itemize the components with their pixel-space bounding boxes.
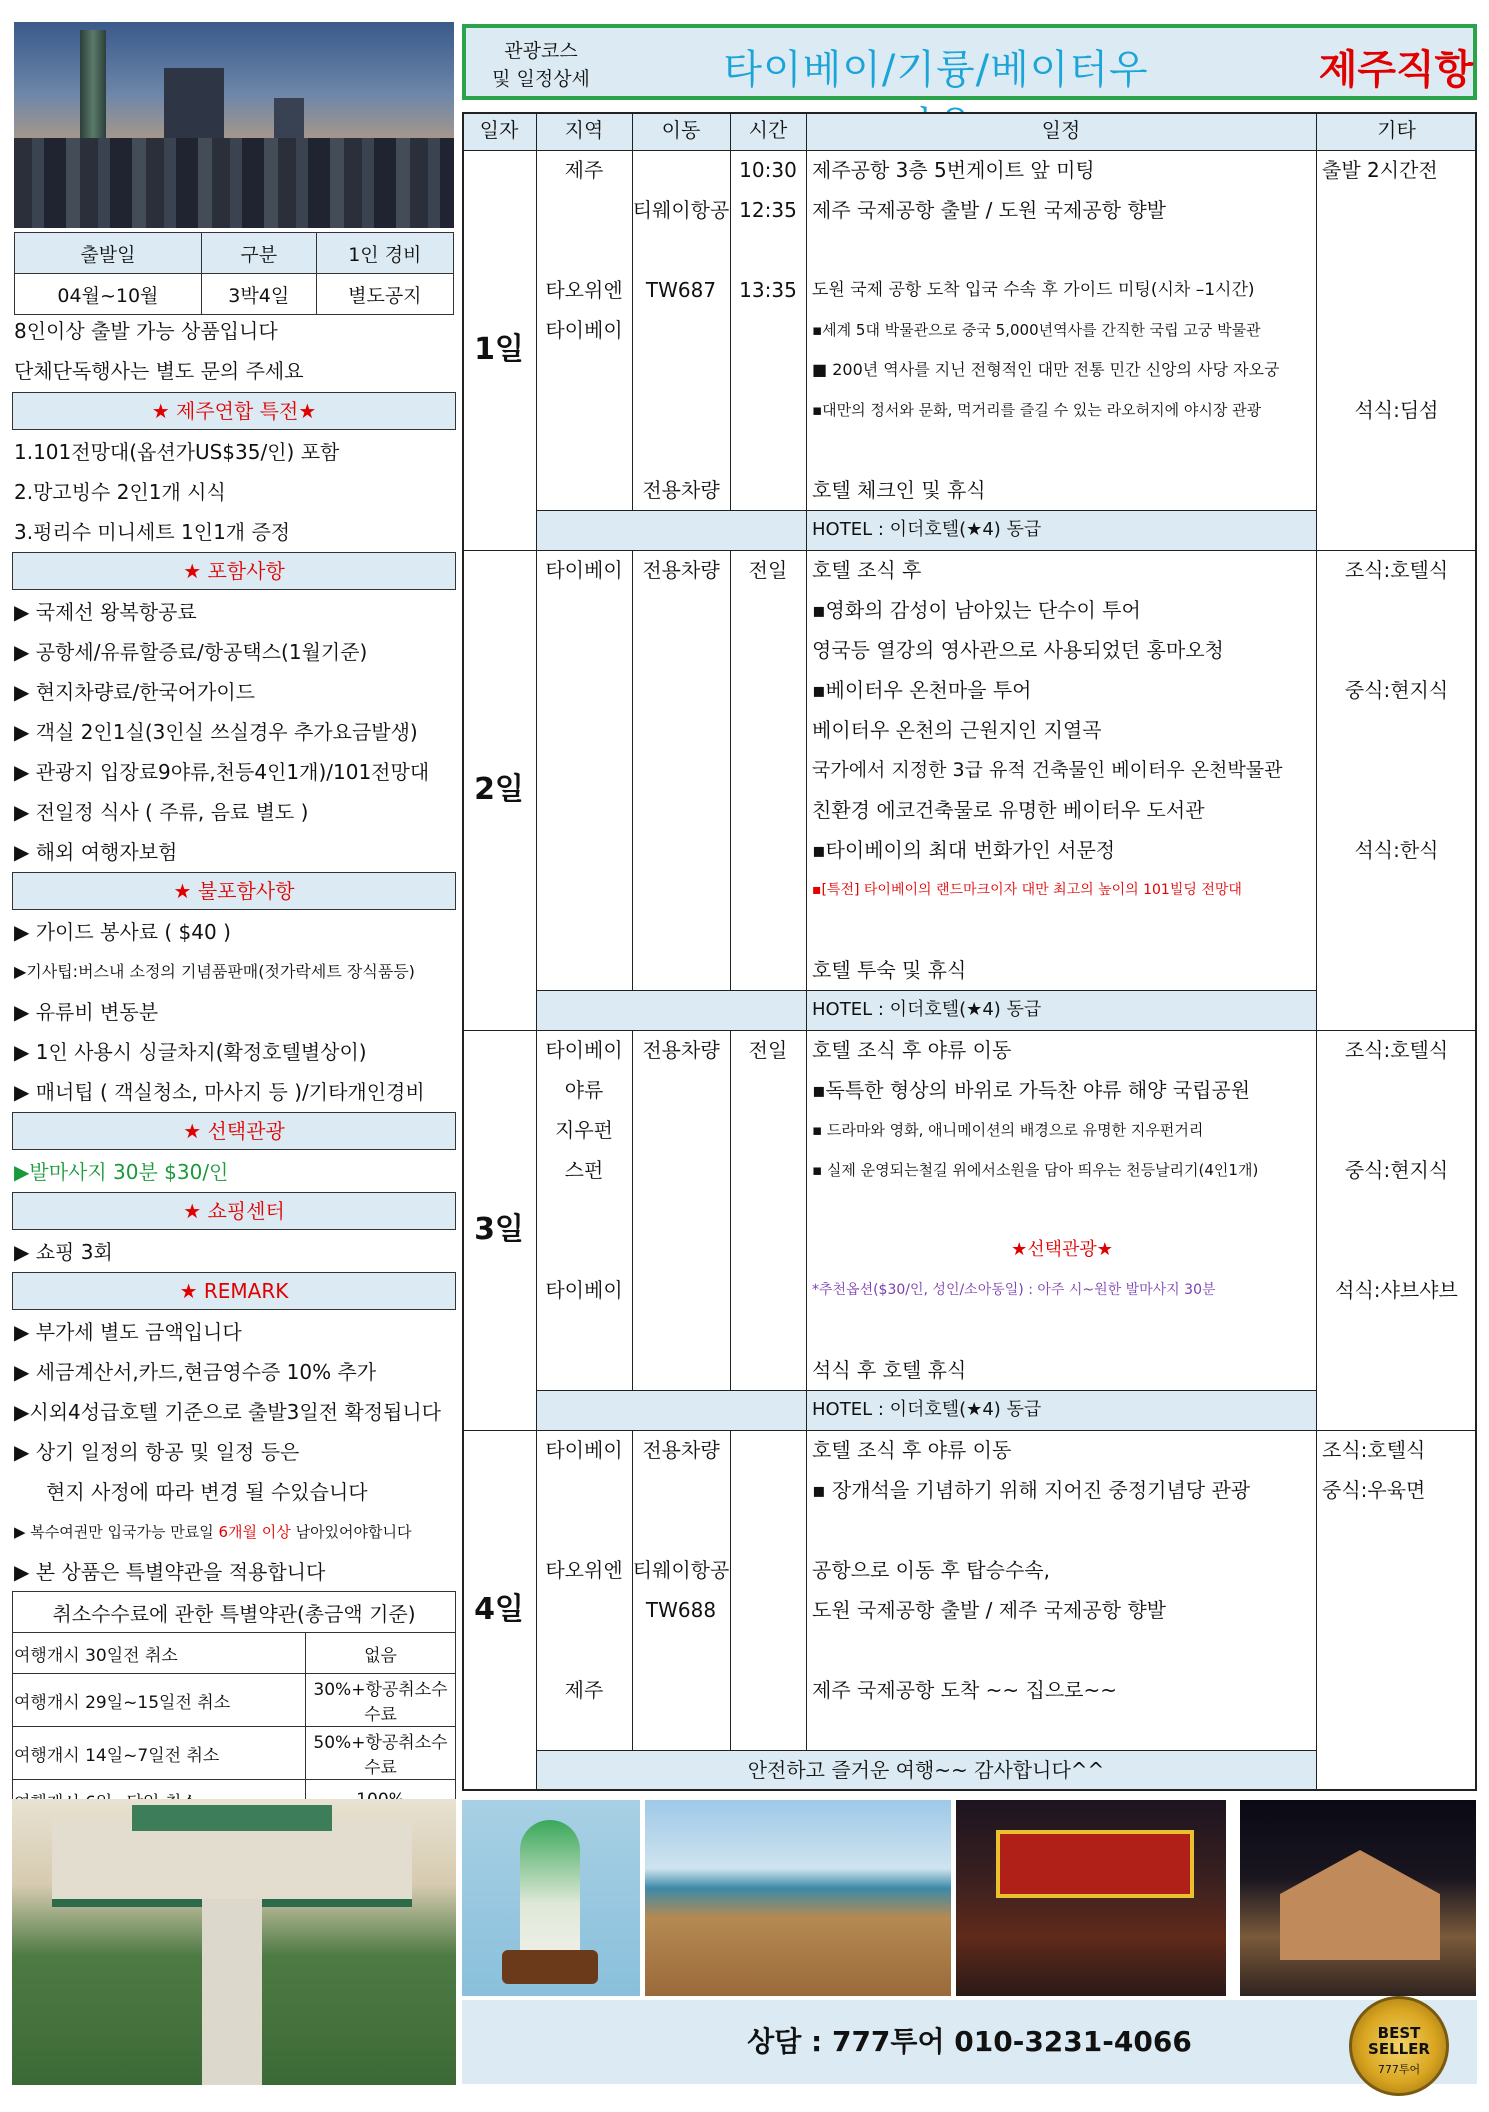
- d3-item: ▪ 실제 운영되는철길 위에서소원을 담아 띄우는 천등날리기(4인1개): [812, 1161, 1259, 1179]
- d3-meal: 석식:샤브샤브: [1335, 1278, 1458, 1302]
- remark-item: ▶ 부가세 별도 금액입니다: [14, 1320, 242, 1344]
- remark-item: ▶ 상기 일정의 항공 및 일정 등은: [14, 1440, 300, 1464]
- d2-item: ▪베이터우 온천마을 투어: [812, 678, 1032, 702]
- grid-line: [536, 112, 537, 1791]
- passport-note-suffix: 남아있어야합니다: [295, 1523, 412, 1541]
- d1-item: ▪대만의 정서와 문화, 먹거리를 즐길 수 있는 라오허지에 야시장 관광: [812, 401, 1262, 419]
- special-item: 2.망고빙수 2인1개 시식: [14, 480, 226, 504]
- special-item: 3.펑리수 미니세트 1인1개 증정: [14, 520, 291, 544]
- excluded-item: ▶ 매너팁 ( 객실청소, 마사지 등 )/기타개인경비: [14, 1080, 425, 1104]
- cancel-period: 여행개시 30일전 취소: [13, 1633, 306, 1674]
- d2-hotel: HOTEL : 이더호텔(★4) 동급: [812, 999, 1042, 1020]
- shopping-item: ▶ 쇼핑 3회: [14, 1240, 113, 1264]
- passport-note-highlight: 6개월 이상: [218, 1523, 291, 1541]
- d3-optional-title: ★선택관광★: [1011, 1239, 1113, 1260]
- grid-line: [806, 1430, 807, 1750]
- d3-region: 스펀: [564, 1158, 604, 1182]
- d4-transport: 티웨이항공: [632, 1558, 730, 1582]
- note-line: 8인이상 출발 가능 상품입니다: [14, 319, 278, 343]
- d1-hotel: HOTEL : 이더호텔(★4) 동급: [812, 519, 1042, 540]
- excluded-item: ▶기사팁:버스내 소정의 기념품판매(젓가락세트 장식품등): [14, 962, 415, 981]
- d3-item: ▪ 드라마와 영화, 애니메이션의 배경으로 유명한 지우펀거리: [812, 1121, 1204, 1139]
- remark-item: 현지 사정에 따라 변경 될 수있습니다: [46, 1480, 368, 1504]
- d4-item: 호텔 조식 후 야류 이동: [812, 1438, 1012, 1462]
- d3-item: ▪독특한 형상의 바위로 가득찬 야류 해양 국립공원: [812, 1078, 1251, 1102]
- d3-region: 타이베이: [545, 1278, 623, 1302]
- included-header: ★ 포함사항: [12, 552, 456, 590]
- grid-line: [806, 1030, 807, 1390]
- cancel-fee: 없음: [306, 1633, 456, 1674]
- d2-special-item: ▪[특전] 타이베이의 랜드마크이자 대만 최고의 높이의 101빌딩 전망대: [812, 882, 1242, 898]
- value-cost: 별도공지: [316, 274, 453, 315]
- header-cost: 1인 경비: [316, 233, 453, 274]
- d2-region: 타이베이: [545, 558, 623, 582]
- d1-transport: 전용차량: [642, 478, 720, 502]
- shopping-header: ★ 쇼핑센터: [12, 1192, 456, 1230]
- header-itinerary: 일정: [806, 112, 1316, 148]
- d2-item: 호텔 조식 후: [812, 558, 922, 582]
- remark-item: ▶시외4성급호텔 기준으로 출발3일전 확정됩니다: [14, 1400, 441, 1424]
- day-label-2: 2일: [474, 772, 524, 807]
- schedule-table: [462, 112, 1477, 1798]
- included-item: ▶ 국제선 왕복항공료: [14, 600, 197, 624]
- included-item: ▶ 전일정 식사 ( 주류, 음료 별도 ): [14, 800, 309, 824]
- header-other: 기타: [1316, 112, 1477, 148]
- grid-line: [806, 990, 807, 1030]
- d4-meal: 조식:호텔식: [1322, 1438, 1426, 1462]
- d1-transport: 티웨이항공: [632, 198, 730, 222]
- d1-region: 타이베이: [545, 318, 623, 342]
- d4-region: 타이베이: [545, 1438, 623, 1462]
- cancel-period: 여행개시 14일~7일전 취소: [13, 1727, 306, 1780]
- grid-line: [730, 1430, 731, 1750]
- d1-item: ▪세계 5대 박물관으로 중국 5,000년역사를 간직한 국립 고궁 박물관: [812, 321, 1261, 339]
- d3-transport: 전용차량: [642, 1038, 720, 1062]
- grid-line: [806, 112, 807, 510]
- header-type: 구분: [201, 233, 316, 274]
- passport-note-prefix: ▶ 복수여권만 입국가능 만료일: [14, 1523, 214, 1541]
- cancel-fee: 30%+항공취소수수료: [306, 1674, 456, 1727]
- d4-meal: 중식:우육면: [1322, 1478, 1426, 1502]
- included-item: ▶ 객실 2인1실(3인실 쓰실경우 추가요금발생): [14, 720, 418, 744]
- header-time: 시간: [730, 112, 806, 148]
- grid-line: [806, 510, 807, 550]
- header-transport: 이동: [632, 112, 730, 148]
- remark-header: ★ REMARK: [12, 1272, 456, 1310]
- banner-tag: 제주직항: [1318, 47, 1474, 93]
- banner-label-course: 관광코스: [504, 40, 578, 62]
- d1-region: 제주: [564, 158, 604, 182]
- header-departure: 출발일: [15, 233, 202, 274]
- d2-item: 호텔 투숙 및 휴식: [812, 958, 967, 982]
- special-benefits-header: ★ 제주연합 특전★: [12, 392, 456, 430]
- d2-item: ▪영화의 감성이 남아있는 단수이 투어: [812, 598, 1141, 622]
- d3-region: 타이베이: [545, 1038, 623, 1062]
- excluded-item: ▶ 가이드 봉사료 ( $40 ): [14, 920, 231, 944]
- d3-hotel: HOTEL : 이더호텔(★4) 동급: [812, 1399, 1042, 1420]
- d4-region: 제주: [564, 1678, 604, 1702]
- d4-item: 도원 국제공항 출발 / 제주 국제공항 향발: [812, 1598, 1167, 1622]
- d3-item: 호텔 조식 후 야류 이동: [812, 1038, 1012, 1062]
- included-item: ▶ 현지차량료/한국어가이드: [14, 680, 255, 704]
- grid-line: [806, 550, 807, 990]
- d3-region: 야류: [564, 1078, 604, 1102]
- d1-time: 12:35: [739, 198, 797, 222]
- d2-meal: 조식:호텔식: [1344, 558, 1449, 582]
- d1-etc: 출발 2시간전: [1322, 158, 1438, 182]
- optional-tour-header: ★ 선택관광: [12, 1112, 456, 1150]
- national-palace-museum-photo: [12, 1799, 456, 2085]
- special-item: 1.101전망대(옵션가US$35/인) 포함: [14, 440, 340, 464]
- grid-line: [730, 550, 731, 990]
- title-banner: [462, 24, 1477, 100]
- excluded-item: ▶ 유류비 변동분: [14, 1000, 159, 1024]
- taipei-skyline-photo: [14, 22, 454, 228]
- d1-item: 도원 국제 공항 도착 입국 수속 후 가이드 미팅(시차 –1시간): [812, 280, 1255, 300]
- d1-region: 타오위엔: [545, 278, 623, 302]
- d2-item: ▪타이베이의 최대 번화가인 서문정: [812, 838, 1116, 862]
- passport-note: [14, 1512, 458, 1552]
- cancel-fee: 50%+항공취소수수료: [306, 1727, 456, 1780]
- d3-optional-item: *추천옵션($30/인, 성인/소아동일) : 아주 시~원한 발마사지 30분: [812, 1282, 1216, 1298]
- d3-meal: 조식:호텔식: [1344, 1038, 1449, 1062]
- value-type: 3박4일: [201, 274, 316, 315]
- header-day: 일자: [462, 112, 536, 148]
- day-label-1: 1일: [474, 332, 524, 367]
- jade-cabbage-photo: [462, 1800, 640, 1996]
- included-item: ▶ 공항세/유류할증료/항공택스(1월기준): [14, 640, 368, 664]
- cancellation-fee-table: [12, 1591, 456, 1821]
- temple-night-photo: [1240, 1800, 1476, 1996]
- d2-item: 국가에서 지정한 3급 유적 건축물인 베이터우 온천박물관: [812, 759, 1283, 781]
- d3-region: 지우펀: [555, 1118, 613, 1142]
- d2-meal: 중식:현지식: [1344, 678, 1449, 702]
- excluded-header: ★ 불포함사항: [12, 872, 456, 910]
- grid-line: [632, 112, 633, 510]
- grid-line: [806, 1390, 807, 1430]
- note-line: 단체단독행사는 별도 문의 주세요: [14, 359, 304, 383]
- d1-item: 제주 국제공항 출발 / 도원 국제공항 향발: [812, 198, 1167, 222]
- grid-line: [1316, 112, 1317, 1791]
- terms-note: ▶ 본 상품은 특별약관을 적용합니다: [14, 1560, 326, 1584]
- cancellation-table-title: 취소수수료에 관한 특별약관(총금액 기준): [13, 1592, 456, 1633]
- d1-time: 10:30: [739, 158, 797, 182]
- header-region: 지역: [536, 112, 632, 148]
- d2-item: 베이터우 온천의 근원지인 지열곡: [812, 718, 1102, 742]
- banner-label-detail: 및 일정상세: [492, 68, 590, 90]
- d3-time: 전일: [748, 1038, 788, 1062]
- farewell-message: 안전하고 즐거운 여행~~ 감사합니다^^: [747, 1758, 1105, 1782]
- best-seller-badge-icon: [1349, 1996, 1449, 2096]
- d2-time: 전일: [748, 558, 788, 582]
- d4-item: ▪ 장개석을 기념하기 위해 지어진 중정기념당 관광: [812, 1478, 1251, 1502]
- d4-item: 공항으로 이동 후 탑승수속,: [812, 1558, 1050, 1582]
- d2-item: 친환경 에코건축물로 유명한 베이터우 도서관: [812, 798, 1205, 822]
- included-item: ▶ 해외 여행자보험: [14, 840, 178, 864]
- d1-time: 13:35: [739, 278, 797, 302]
- optional-tour-item: ▶발마사지 30분 $30/인: [14, 1160, 229, 1184]
- d1-item: 호텔 체크인 및 휴식: [812, 478, 986, 502]
- included-item: ▶ 관광지 입장료9야류,천등4인1개)/101전망대: [14, 760, 430, 784]
- d2-meal: 석식:한식: [1354, 838, 1439, 862]
- d2-item: 영국등 열강의 영사관으로 사용되었던 홍마오청: [812, 638, 1224, 662]
- contact-info: 상담 : 777투어 010-3231-4066: [462, 2000, 1477, 2084]
- grid-line: [632, 550, 633, 990]
- banner-title: 타이베이/기륭/베이터우: [723, 47, 1149, 93]
- cancel-period: 여행개시 29일~15일전 취소: [13, 1674, 306, 1727]
- yehliu-coast-photo: [645, 1800, 951, 1996]
- trip-info-table: [14, 232, 454, 315]
- d1-flight: TW687: [645, 278, 717, 302]
- excluded-item: ▶ 1인 사용시 싱글차지(확정호텔별상이): [14, 1040, 367, 1064]
- d4-flight: TW688: [645, 1598, 717, 1622]
- value-departure: 04월~10월: [15, 274, 202, 315]
- d3-item: 석식 후 호텔 휴식: [812, 1358, 967, 1382]
- d1-meal: 석식:딤섬: [1354, 398, 1439, 422]
- badge-line3: 777투어: [1377, 2063, 1421, 2076]
- badge-line2: SELLER: [1368, 2040, 1430, 2058]
- d4-region: 타오위엔: [545, 1558, 623, 1582]
- badge-line1: BEST: [1377, 2024, 1421, 2042]
- night-market-photo: [956, 1800, 1226, 1996]
- d2-transport: 전용차량: [642, 558, 720, 582]
- remark-item: ▶ 세금계산서,카드,현금영수증 10% 추가: [14, 1360, 377, 1384]
- d1-item: ■ 200년 역사를 지닌 전형적인 대만 전통 민간 신앙의 사당 자오궁: [812, 360, 1280, 379]
- grid-line: [632, 1030, 633, 1390]
- d4-transport: 전용차량: [642, 1438, 720, 1462]
- day-label-4: 4일: [474, 1592, 524, 1627]
- d3-meal: 중식:현지식: [1344, 1158, 1449, 1182]
- d4-item: 제주 국제공항 도착 ~~ 집으로~~: [812, 1678, 1117, 1702]
- day-label-3: 3일: [474, 1212, 524, 1247]
- grid-line: [730, 1030, 731, 1390]
- d1-item: 제주공항 3층 5번게이트 앞 미팅: [812, 158, 1095, 182]
